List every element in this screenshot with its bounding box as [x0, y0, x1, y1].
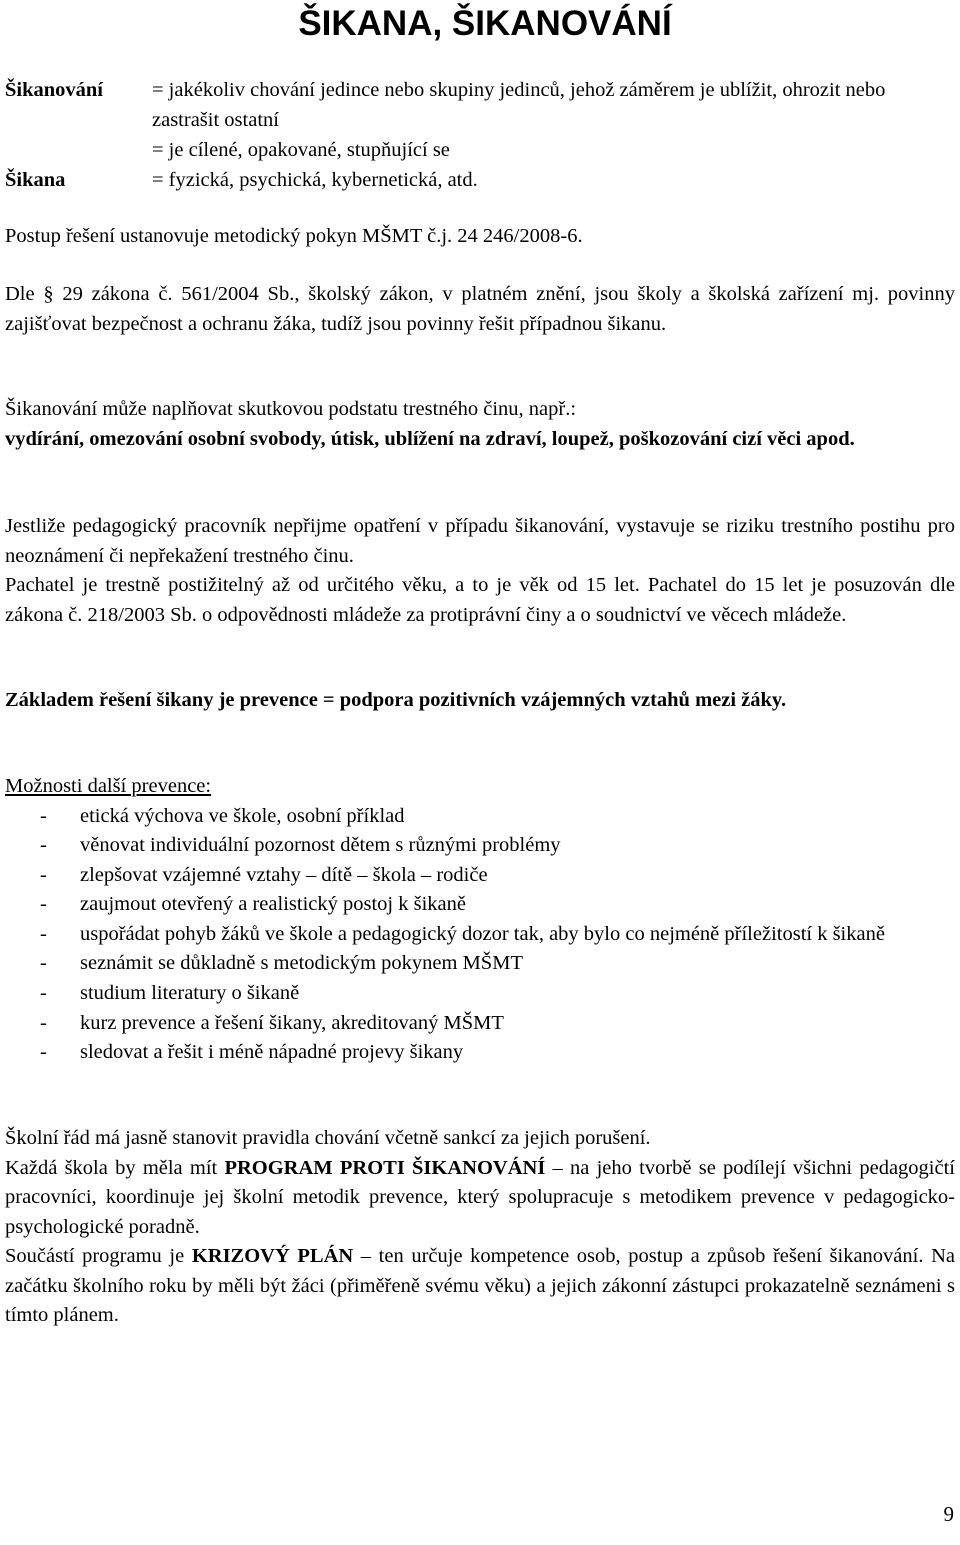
program-title: PROGRAM PROTI ŠIKANOVÁNÍ	[224, 1156, 546, 1179]
definition-term: Šikana	[5, 169, 66, 191]
definition-row	[5, 75, 955, 135]
closing-section	[5, 1124, 955, 1331]
prevention-heading: Možnosti další prevence:	[5, 775, 212, 797]
crisis-plan-title: KRIZOVÝ PLÁN	[191, 1245, 354, 1267]
definition-text: = je cílené, opakované, stupňující se	[152, 139, 450, 161]
list-item: - uspořádat pohyb žáků ve škole a pedagogický dozor tak, aby bylo co nejméně příležitostí k šikaně	[5, 920, 955, 950]
prevention-basis: Základem řešení šikany je prevence = podpora pozitivních vzájemných vztahů mezi žáky.	[5, 689, 787, 711]
list-item: - kurz prevence a řešení šikany, akreditovaný MŠMT	[5, 1009, 955, 1039]
program-paragraph	[5, 1154, 955, 1243]
liability-paragraph-2: Pachatel je trestně postižitelný až od určitého věku, a to je věk od 15 let. Pachatel do 15 let je posuzován dle zákona č. 218/2003 Sb. o odpovědnosti mládeže za protiprávní činy a o soudnictví ve věcech mládeže.	[5, 574, 955, 626]
page-number: 9	[943, 1502, 954, 1526]
page-title: ŠIKANA, ŠIKANOVÁNÍ	[298, 4, 672, 43]
school-rules: Školní řád má jasně stanovit pravidla chování včetně sankcí za jejich porušení.	[5, 1127, 651, 1149]
liability-paragraph-1: Jestliže pedagogický pracovník nepřijme opatření v případu šikanování, vystavuje se riziku trestního postihu pro neoznámení či nepřekažení trestného činu.	[5, 515, 955, 567]
law-paragraph: Dle § 29 zákona č. 561/2004 Sb., školský zákon, v platném znění, jsou školy a školská zařízení mj. povinny zajišťovat bezpečnost a ochranu žáka, tudíž jsou povinny řešit případnou šikanu.	[5, 283, 955, 335]
crime-intro: Šikanování může naplňovat skutkovou podstatu trestného činu, např.:	[5, 398, 577, 420]
definition-text: = jakékoliv chování jedince nebo skupiny jedinců, jehož záměrem je ublížit, ohrozit nebo zastrašit ostatní	[152, 79, 886, 131]
plan-text-before: Součástí programu je	[5, 1245, 192, 1267]
list-item: - věnovat individuální pozornost dětem s různými problémy	[5, 831, 955, 861]
definition-term: Šikanování	[5, 79, 103, 101]
liability-section	[5, 512, 955, 630]
definitions	[5, 75, 955, 195]
list-item: - studium literatury o šikaně	[5, 979, 955, 1009]
program-text-after: – na jeho tvorbě se podílejí všichni pedagogičtí pracovníci, koordinuje jej školní metodik prevence, který spolupracuje s metodikem prevence v pedagogicko-psychologické poradně.	[5, 1156, 955, 1238]
list-item: - seznámit se důkladně s metodickým pokynem MŠMT	[5, 949, 955, 979]
list-item: - etická výchova ve škole, osobní příklad	[5, 802, 955, 832]
plan-text-after: – ten určuje kompetence osob, postup a způsob řešení šikanování. Na začátku školního roku by měli být žáci (přiměřeně svému věku) a jejich zákonní zástupci prokazatelně seznámeni s tímto plánem.	[5, 1245, 955, 1326]
crisis-plan-paragraph	[5, 1242, 955, 1331]
crime-section	[5, 395, 955, 454]
procedure-paragraph: Postup řešení ustanovuje metodický pokyn MŠMT č.j. 24 246/2008-6.	[5, 225, 583, 247]
list-item: - zaujmout otevřený a realistický postoj k šikaně	[5, 890, 955, 920]
program-text-before: Každá škola by měla mít	[5, 1156, 225, 1179]
list-item: - zlepšovat vzájemné vztahy – dítě – škola – rodiče	[5, 861, 955, 891]
definition-text: = fyzická, psychická, kybernetická, atd.	[152, 169, 478, 191]
definition-row	[5, 135, 955, 165]
prevention-list	[5, 802, 955, 1068]
crime-list: vydírání, omezování osobní svobody, útisk, ublížení na zdraví, loupež, poškozování cizí věci apod.	[5, 427, 855, 450]
definition-term	[5, 135, 152, 165]
list-item: - sledovat a řešit i méně nápadné projevy šikany	[5, 1038, 955, 1068]
prevention-section	[5, 772, 955, 1068]
definition-row	[5, 165, 955, 195]
